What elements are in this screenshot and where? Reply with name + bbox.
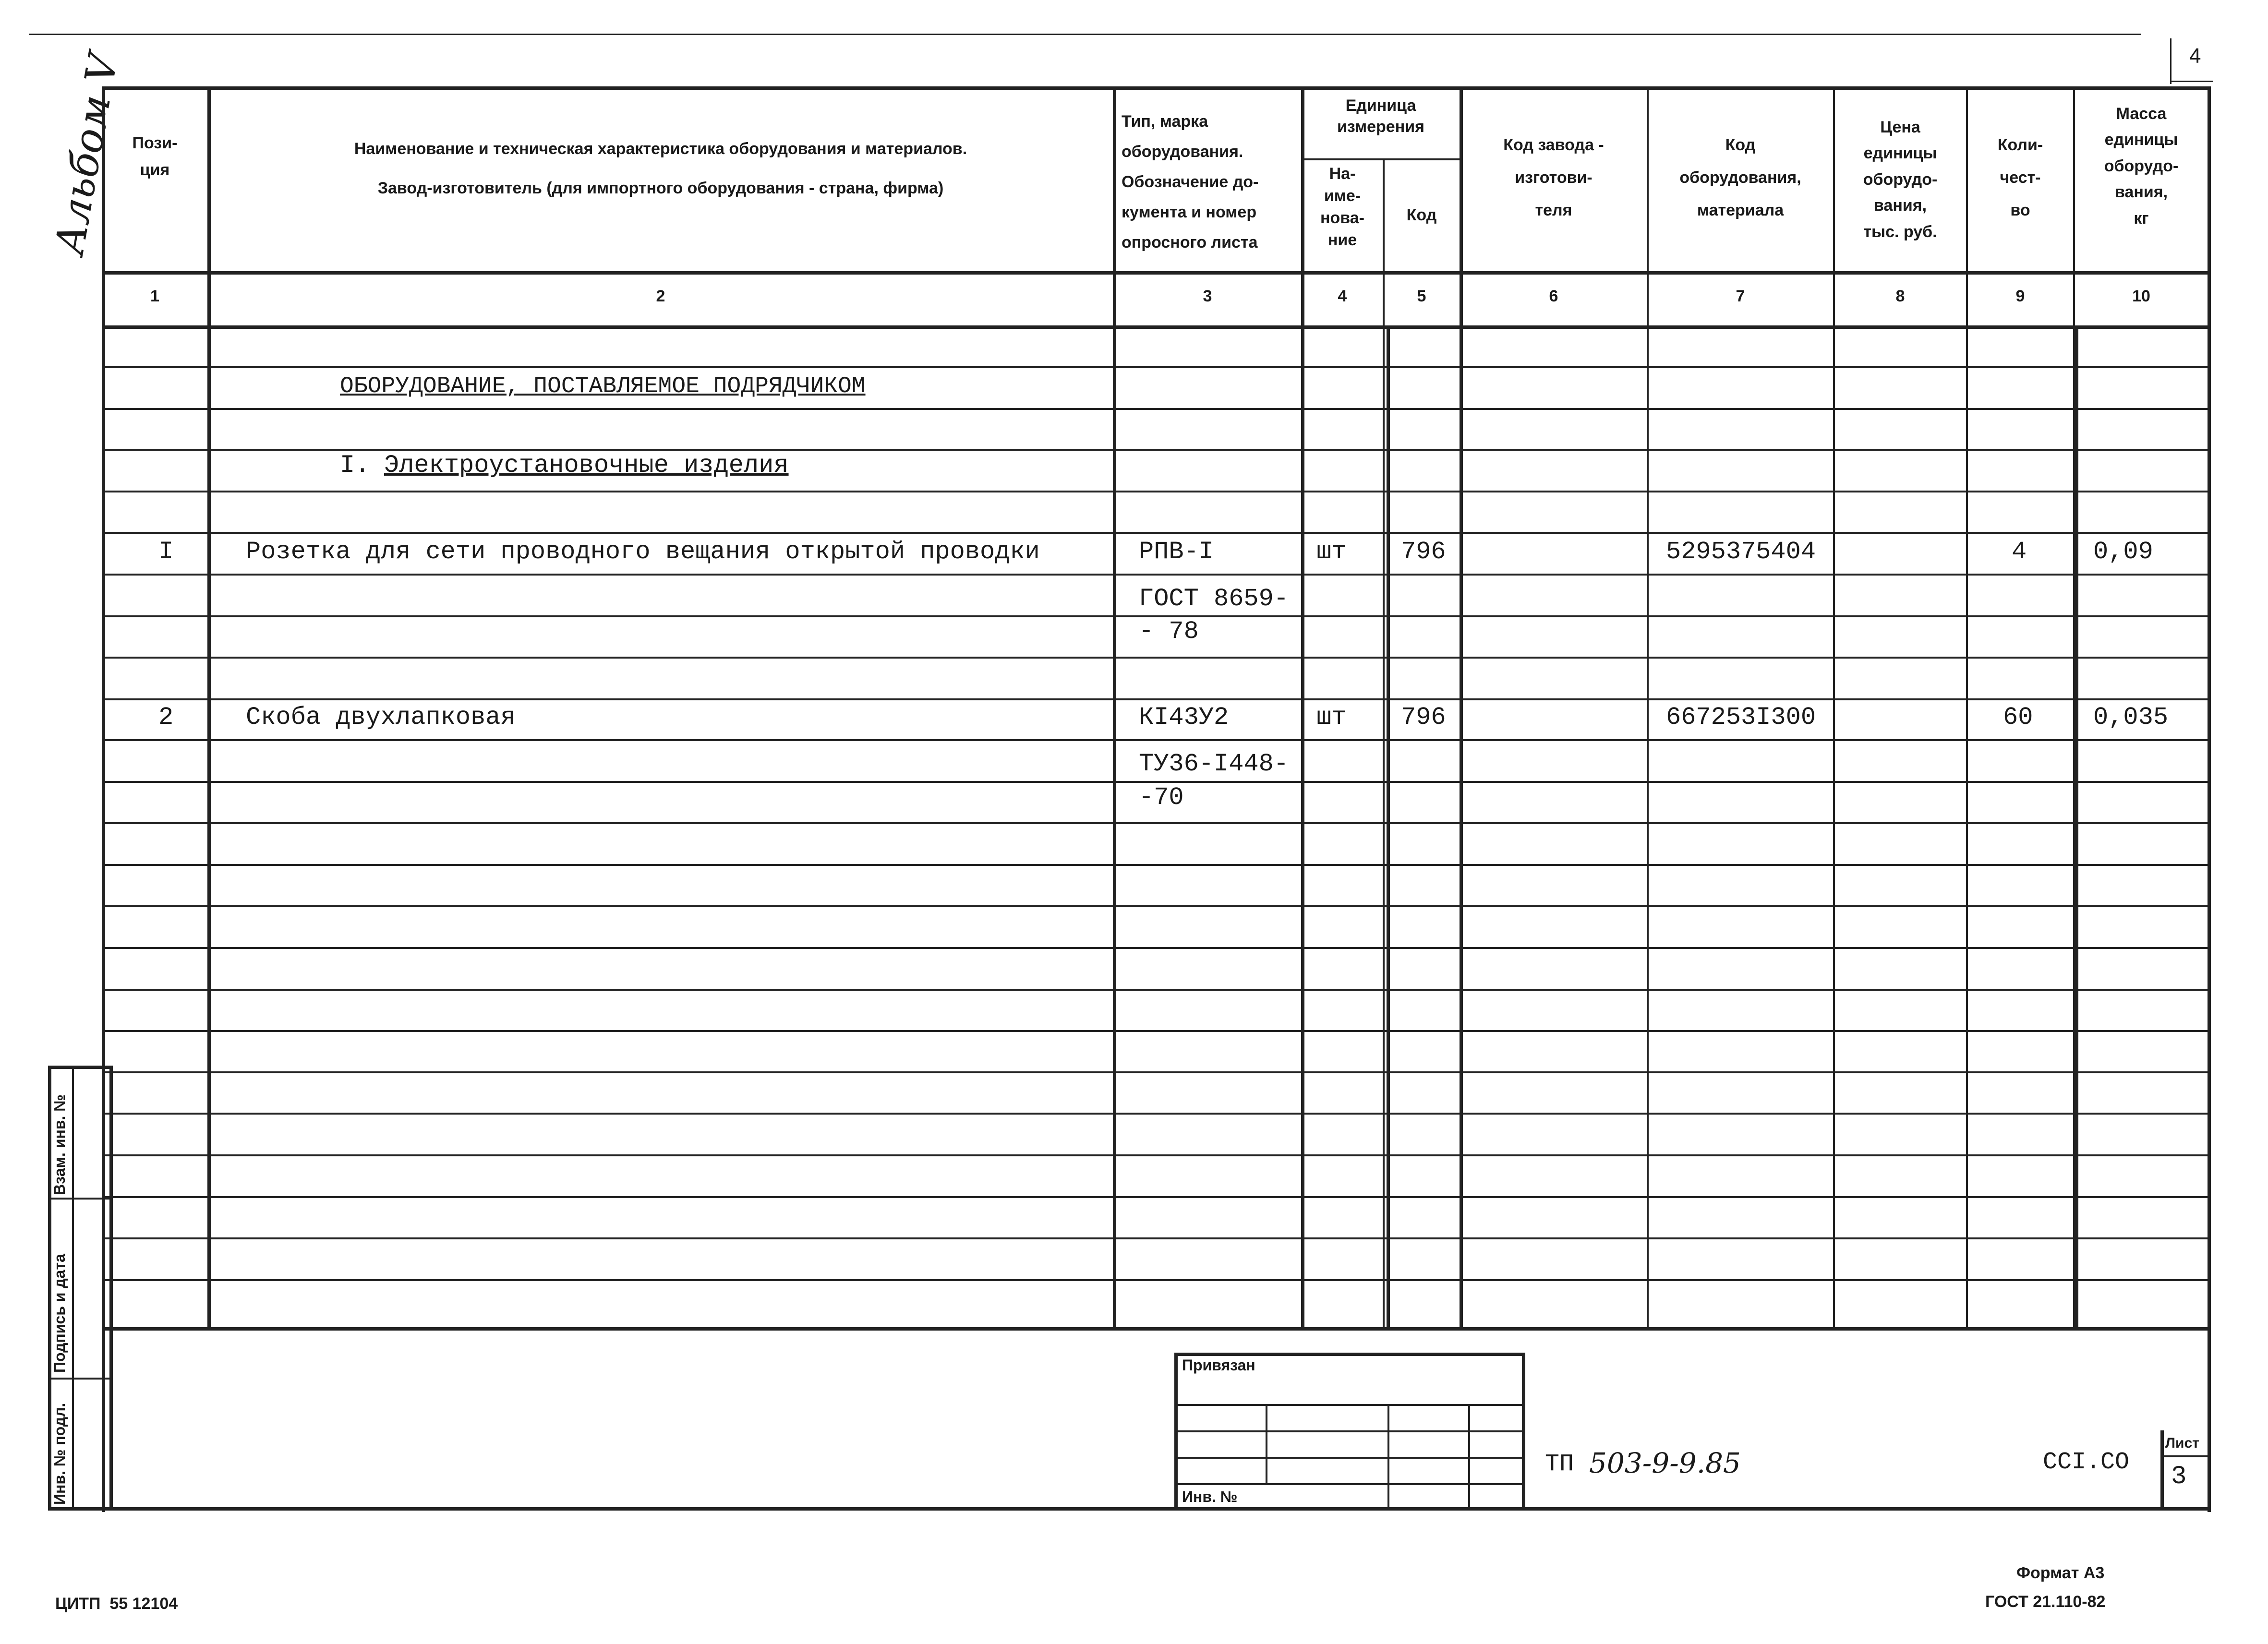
col-number: 1 — [150, 287, 159, 305]
header-unit-code: Код — [1406, 206, 1437, 224]
item-type: ГОСТ 8659- — [1139, 585, 1289, 613]
item-type: ТУ36-I448- — [1139, 750, 1289, 778]
col-number: 4 — [1338, 287, 1347, 305]
item-unit: шт — [1316, 538, 1347, 566]
gost-standard: ГОСТ 21.110-82 — [1985, 1593, 2106, 1611]
header-price: Цена единицы оборудо- вания, тыс. руб. — [1863, 118, 1938, 241]
item-quantity: 60 — [2003, 703, 2033, 732]
col-number: 6 — [1549, 287, 1558, 305]
header-position: Пози- ция — [132, 134, 178, 180]
sheet-corner-number: 4 — [2189, 44, 2201, 68]
col-number: 3 — [1203, 287, 1212, 305]
doc-code-prefix: ТП — [1545, 1451, 1574, 1478]
item-mass: 0,09 — [2093, 538, 2153, 566]
item-equipment-code: 5295375404 — [1666, 538, 1816, 566]
doc-mark: ССI.СО — [2043, 1449, 2130, 1476]
item-position: 2 — [158, 703, 174, 732]
item-type: -70 — [1139, 783, 1184, 812]
sheet-number: 3 — [2171, 1462, 2187, 1491]
item-type: РПВ-I — [1139, 538, 1214, 566]
item-name: Розетка для сети проводного вещания открытой проводки — [246, 538, 1040, 566]
side-sign-date: Подпись и дата — [51, 1254, 68, 1373]
item-unit: шт — [1316, 703, 1347, 732]
subsection-number: I. — [340, 451, 370, 480]
item-mass: 0,035 — [2093, 703, 2169, 732]
side-orig-inv: Инв. № подл. — [51, 1403, 68, 1505]
album-handwritten: Альбом V — [46, 50, 127, 258]
header-plant-code: Код завода - изготови- теля — [1503, 136, 1604, 219]
header-quantity: Коли- чест- во — [1997, 136, 2043, 219]
header-mass: Масса единицы оборудо- вания, кг — [2104, 105, 2179, 228]
item-type: КI43У2 — [1139, 703, 1229, 732]
format-label: Формат А3 — [2016, 1564, 2105, 1582]
doc-code-number: 503-9-9.85 — [1589, 1447, 1741, 1479]
bound-label: Привязан — [1182, 1356, 1255, 1374]
item-unit-code: 796 — [1401, 703, 1446, 732]
item-name: Скоба двухлапковая — [246, 703, 516, 732]
col-number: 9 — [2015, 287, 2025, 305]
publisher-code: ЦИТП 55 12104 — [55, 1595, 178, 1613]
item-position: I — [158, 538, 174, 566]
side-swap-inv: Взам. инв. № — [51, 1094, 68, 1195]
item-unit-code: 796 — [1401, 538, 1446, 566]
col-number: 5 — [1417, 287, 1426, 305]
header-type: Тип, марка оборудования. Обозначение до- кумента и номер опросного листа — [1122, 112, 1259, 252]
header-name: Наименование и техническая характеристика оборудования и материалов. Завод-изготовитель (для импортного оборудования - страна, фирма) — [354, 140, 967, 197]
item-equipment-code: 667253I300 — [1666, 703, 1816, 732]
sheet-label: Лист — [2165, 1435, 2199, 1451]
header-unit-name: На- име- нова- ние — [1320, 165, 1364, 249]
col-number: 7 — [1736, 287, 1745, 305]
section-title: ОБОРУДОВАНИЕ, ПОСТАВЛЯЕМОЕ ПОДРЯДЧИКОМ — [340, 373, 866, 399]
inv-label: Инв. № — [1182, 1488, 1238, 1505]
col-number: 10 — [2132, 287, 2150, 305]
subsection-title: Электроустановочные изделия — [384, 451, 789, 480]
item-type: - 78 — [1139, 617, 1199, 646]
item-quantity: 4 — [2012, 538, 2027, 566]
header-unit: Единица измерения — [1337, 96, 1424, 136]
header-equipment-code: Код оборудования, материала — [1679, 136, 1801, 219]
col-number: 2 — [656, 287, 665, 305]
col-number: 8 — [1895, 287, 1905, 305]
